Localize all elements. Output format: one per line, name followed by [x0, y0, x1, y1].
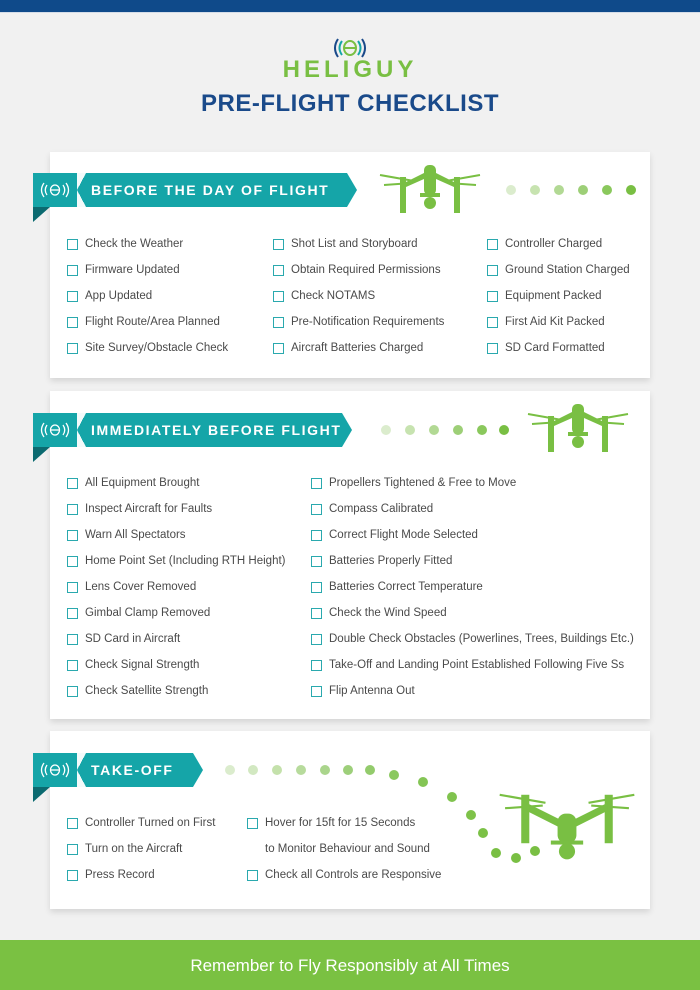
- checklist-item[interactable]: Compass Calibrated: [311, 503, 433, 515]
- checkbox[interactable]: [311, 660, 322, 671]
- checkbox[interactable]: [67, 608, 78, 619]
- checklist-item[interactable]: Controller Charged: [487, 238, 602, 250]
- checkbox[interactable]: [67, 556, 78, 567]
- checkbox[interactable]: [67, 343, 78, 354]
- path-dot: [272, 765, 282, 775]
- checklist-item[interactable]: Warn All Spectators: [67, 529, 186, 541]
- checkbox[interactable]: [487, 343, 498, 354]
- checkbox[interactable]: [273, 343, 284, 354]
- path-dot: [453, 425, 463, 435]
- checkbox[interactable]: [311, 530, 322, 541]
- path-dot: [343, 765, 353, 775]
- path-dot: [248, 765, 258, 775]
- checkbox[interactable]: [273, 239, 284, 250]
- banner-tip: [342, 413, 352, 447]
- banner-icon-box: [33, 753, 77, 787]
- checkbox[interactable]: [311, 634, 322, 645]
- checklist-item[interactable]: Check NOTAMS: [273, 290, 375, 302]
- checklist-item[interactable]: Lens Cover Removed: [67, 581, 196, 593]
- banner-icon-box: [33, 173, 77, 207]
- checkbox[interactable]: [67, 634, 78, 645]
- path-dot: [478, 828, 488, 838]
- checklist-item[interactable]: Equipment Packed: [487, 290, 602, 302]
- checkbox[interactable]: [487, 239, 498, 250]
- checklist-item[interactable]: Inspect Aircraft for Faults: [67, 503, 212, 515]
- checklist-item[interactable]: SD Card Formatted: [487, 342, 605, 354]
- path-dot: [365, 765, 375, 775]
- checklist-item[interactable]: All Equipment Brought: [67, 477, 199, 489]
- signal-icon: [39, 182, 71, 198]
- drone-icon: [497, 778, 637, 860]
- path-dot: [429, 425, 439, 435]
- checklist-item[interactable]: Ground Station Charged: [487, 264, 630, 276]
- checklist-item-continuation: to Monitor Behaviour and Sound: [265, 843, 430, 855]
- path-dot: [477, 425, 487, 435]
- checklist-item[interactable]: Press Record: [67, 869, 155, 881]
- checkbox[interactable]: [67, 478, 78, 489]
- checklist-item[interactable]: Obtain Required Permissions: [273, 264, 441, 276]
- checklist-item[interactable]: Home Point Set (Including RTH Height): [67, 555, 286, 567]
- drone-icon: [378, 163, 482, 215]
- checkbox[interactable]: [311, 478, 322, 489]
- banner-tip: [347, 173, 357, 207]
- banner-icon-box: [33, 413, 77, 447]
- checklist-item[interactable]: Flip Antenna Out: [311, 685, 415, 697]
- checklist-item[interactable]: Pre-Notification Requirements: [273, 316, 444, 328]
- checklist-item[interactable]: SD Card in Aircraft: [67, 633, 180, 645]
- checkbox[interactable]: [67, 686, 78, 697]
- checkbox[interactable]: [247, 818, 258, 829]
- banner-fold: [33, 207, 50, 222]
- path-dot: [578, 185, 588, 195]
- top-bar: [0, 0, 700, 13]
- path-dot: [320, 765, 330, 775]
- checklist-item[interactable]: App Updated: [67, 290, 152, 302]
- banner-fold: [33, 447, 50, 462]
- checkbox[interactable]: [487, 265, 498, 276]
- checklist-item[interactable]: Aircraft Batteries Charged: [273, 342, 423, 354]
- path-dot: [554, 185, 564, 195]
- page-title: PRE-FLIGHT CHECKLIST: [201, 90, 499, 117]
- path-dot: [405, 425, 415, 435]
- checkbox[interactable]: [67, 660, 78, 671]
- checklist-item[interactable]: Shot List and Storyboard: [273, 238, 418, 250]
- checkbox[interactable]: [311, 686, 322, 697]
- checklist-item[interactable]: Gimbal Clamp Removed: [67, 607, 210, 619]
- checklist-item[interactable]: Check Satellite Strength: [67, 685, 208, 697]
- footer-banner: Remember to Fly Responsibly at All Times: [0, 940, 700, 990]
- checkbox[interactable]: [273, 265, 284, 276]
- path-dot: [506, 185, 516, 195]
- checklist-item[interactable]: Firmware Updated: [67, 264, 180, 276]
- checklist-item[interactable]: Controller Turned on First: [67, 817, 215, 829]
- checkbox[interactable]: [67, 530, 78, 541]
- checklist-item[interactable]: Batteries Properly Fitted: [311, 555, 452, 567]
- section-title: TAKE-OFF: [77, 753, 193, 787]
- checkbox[interactable]: [311, 504, 322, 515]
- checkbox[interactable]: [67, 239, 78, 250]
- checklist-item[interactable]: Take-Off and Landing Point Established Following Five Ss: [311, 659, 624, 671]
- checkbox[interactable]: [487, 317, 498, 328]
- path-dot: [602, 185, 612, 195]
- path-dot: [499, 425, 509, 435]
- checklist-item[interactable]: Check the Weather: [67, 238, 183, 250]
- checkbox[interactable]: [311, 582, 322, 593]
- checkbox[interactable]: [67, 291, 78, 302]
- checklist-item[interactable]: Propellers Tightened & Free to Move: [311, 477, 516, 489]
- checklist-item[interactable]: Check the Wind Speed: [311, 607, 447, 619]
- path-dot: [626, 185, 636, 195]
- banner-tip: [193, 753, 203, 787]
- signal-icon: [39, 422, 71, 438]
- checklist-item[interactable]: Batteries Correct Temperature: [311, 581, 483, 593]
- checkbox[interactable]: [67, 265, 78, 276]
- checkbox[interactable]: [273, 317, 284, 328]
- checklist-item[interactable]: Double Check Obstacles (Powerlines, Trees, Buildings Etc.): [311, 633, 634, 645]
- checkbox[interactable]: [273, 291, 284, 302]
- checkbox[interactable]: [67, 317, 78, 328]
- checklist-item[interactable]: Turn on the Aircraft: [67, 843, 182, 855]
- section-title: IMMEDIATELY BEFORE FLIGHT: [77, 413, 342, 447]
- checkbox[interactable]: [67, 504, 78, 515]
- checkbox[interactable]: [67, 870, 78, 881]
- checkbox[interactable]: [67, 582, 78, 593]
- checklist-item[interactable]: Hover for 15ft for 15 Seconds: [247, 817, 415, 829]
- checkbox[interactable]: [487, 291, 498, 302]
- drone-icon: [526, 402, 630, 454]
- path-dot: [530, 185, 540, 195]
- path-dot: [418, 777, 428, 787]
- path-dot: [389, 770, 399, 780]
- path-dot: [381, 425, 391, 435]
- path-dot: [225, 765, 235, 775]
- checkbox[interactable]: [67, 818, 78, 829]
- banner-fold: [33, 787, 50, 802]
- section-title: BEFORE THE DAY OF FLIGHT: [77, 173, 347, 207]
- signal-icon: [39, 762, 71, 778]
- path-dot: [296, 765, 306, 775]
- checklist-item[interactable]: Flight Route/Area Planned: [67, 316, 220, 328]
- path-dot: [466, 810, 476, 820]
- brand-name: HELIGUY: [282, 56, 418, 83]
- checklist-item[interactable]: Check all Controls are Responsive: [247, 869, 441, 881]
- checkbox[interactable]: [311, 608, 322, 619]
- path-dot: [447, 792, 457, 802]
- checklist-item[interactable]: Check Signal Strength: [67, 659, 199, 671]
- checklist-item[interactable]: Site Survey/Obstacle Check: [67, 342, 228, 354]
- checkbox[interactable]: [311, 556, 322, 567]
- checklist-item[interactable]: First Aid Kit Packed: [487, 316, 605, 328]
- checkbox[interactable]: [247, 870, 258, 881]
- checklist-item[interactable]: Correct Flight Mode Selected: [311, 529, 478, 541]
- checkbox[interactable]: [67, 844, 78, 855]
